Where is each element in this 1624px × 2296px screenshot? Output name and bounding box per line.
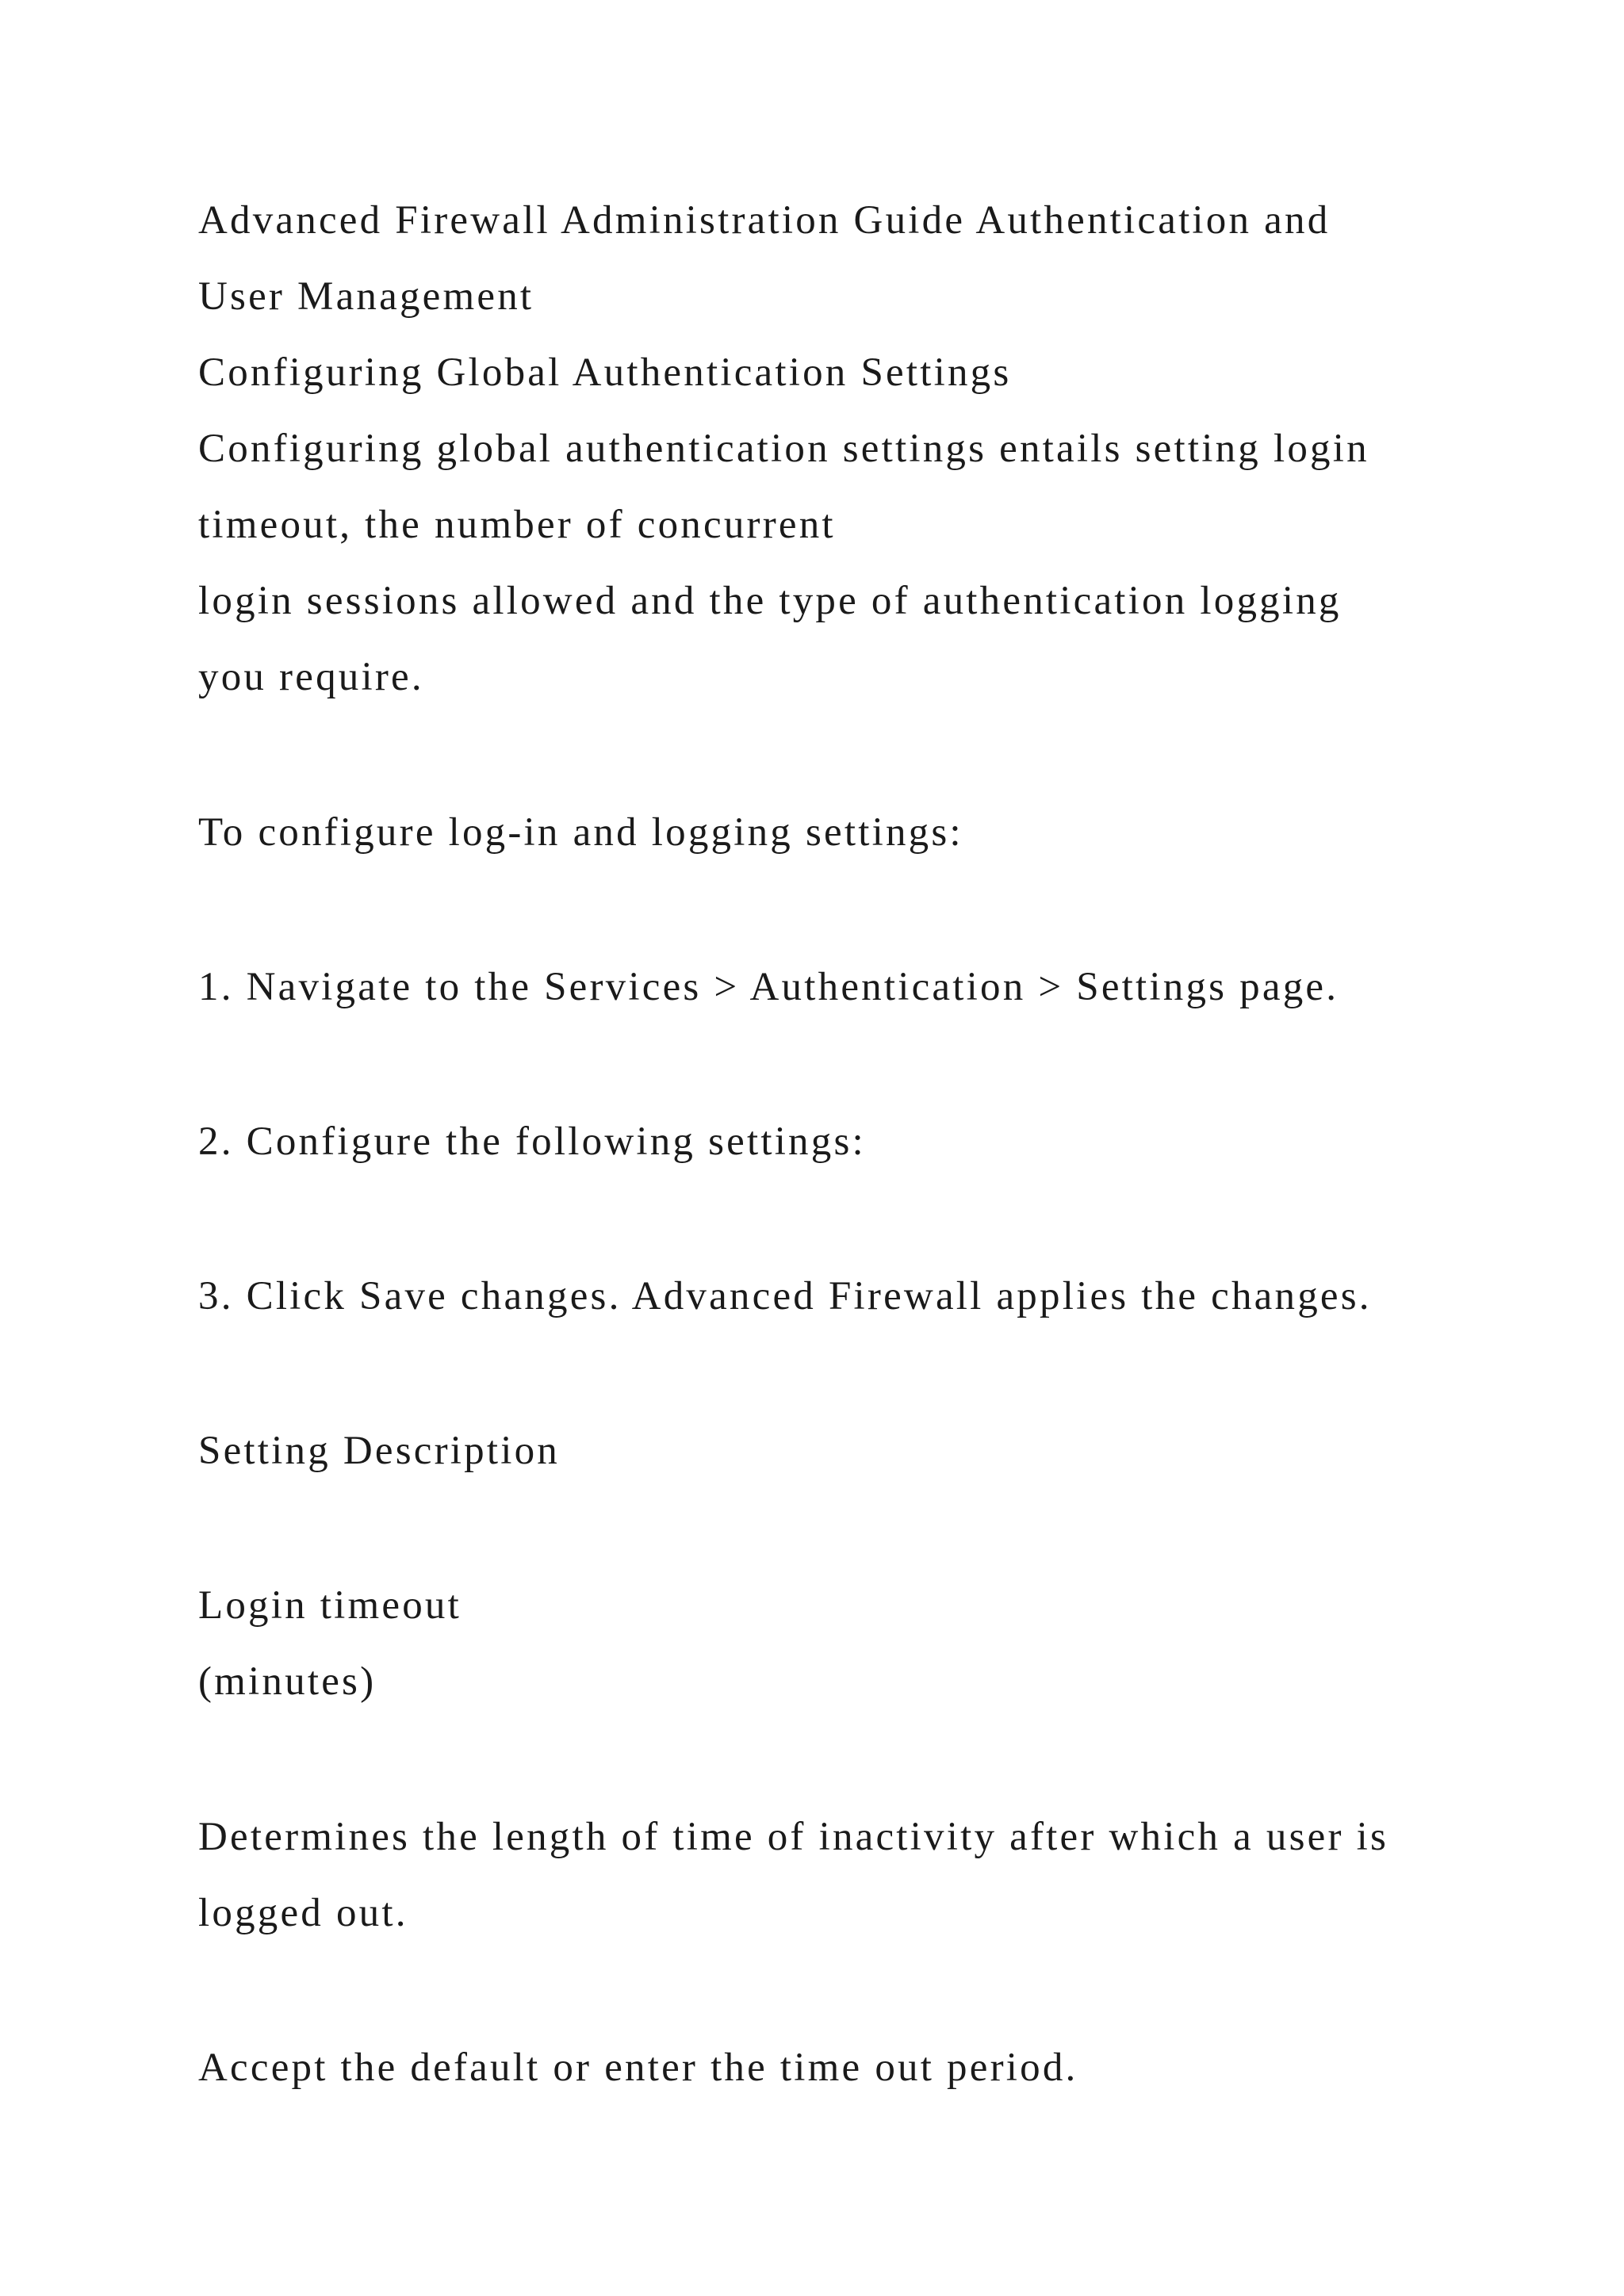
setting-name-line-1: Login timeout (198, 1583, 462, 1628)
procedure-step-2: 2. Configure the following settings: (198, 1119, 866, 1164)
procedure-step-1: 1. Navigate to the Services > Authentication > Settings page. (198, 965, 1339, 1009)
intro-paragraph-line-3: login sessions allowed and the type of authentication logging (198, 579, 1342, 623)
intro-paragraph-line-2: timeout, the number of concurrent (198, 503, 836, 547)
setting-name-line-2: (minutes) (198, 1659, 377, 1704)
document-title-line-2: User Management (198, 274, 534, 319)
intro-paragraph-line-4: you require. (198, 655, 424, 699)
document-title-line-1: Advanced Firewall Administration Guide Authentication and (198, 198, 1331, 243)
setting-description-line-1: Determines the length of time of inactivity after which a user is (198, 1815, 1389, 1859)
intro-paragraph-line-1: Configuring global authentication settings entails setting login (198, 427, 1369, 471)
setting-instruction: Accept the default or enter the time out period. (198, 2045, 1078, 2090)
section-heading: Configuring Global Authentication Settings (198, 350, 1012, 395)
procedure-step-3: 3. Click Save changes. Advanced Firewall applies the changes. (198, 1274, 1372, 1318)
procedure-intro: To configure log-in and logging settings: (198, 810, 963, 855)
setting-description-line-2: logged out. (198, 1891, 408, 1935)
settings-table-header: Setting Description (198, 1429, 561, 1473)
